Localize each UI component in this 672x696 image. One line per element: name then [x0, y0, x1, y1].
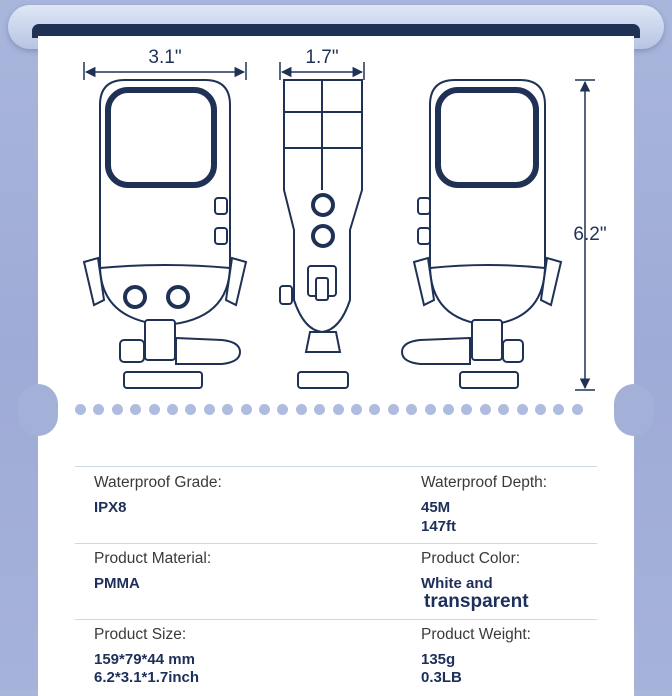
perforation-dot [93, 404, 104, 415]
product-material-label: Product Material: [94, 550, 212, 567]
product-size-value-metric: 159*79*44 mm [94, 651, 195, 668]
divider-line [75, 543, 597, 544]
product-color-label: Product Color: [421, 550, 521, 567]
perforation-dot [406, 404, 417, 415]
perforation-dot [259, 404, 270, 415]
perforation-dot [112, 404, 123, 415]
back-view-housing [402, 80, 561, 388]
perforation-dot [388, 404, 399, 415]
depth-dimension [280, 47, 364, 80]
waterproof-grade-value: IPX8 [94, 499, 127, 516]
divider-line [75, 466, 597, 467]
product-color-value-line2: transparent [424, 591, 529, 612]
perforation-dot [333, 404, 344, 415]
front-view-housing [84, 80, 246, 388]
width-dimension [84, 47, 246, 80]
product-material-value: PMMA [94, 575, 140, 592]
perforation-dot [535, 404, 546, 415]
perforation-dot [369, 404, 380, 415]
perforation-dot [572, 404, 583, 415]
width-label: 3.1" [148, 47, 182, 68]
perforation-dot [185, 404, 196, 415]
product-size-label: Product Size: [94, 626, 187, 643]
perforation-dot [480, 404, 491, 415]
perforation-dot [277, 404, 288, 415]
side-view-housing [280, 80, 362, 388]
perforation-dot [296, 404, 307, 415]
perforation-dot [167, 404, 178, 415]
divider-line [75, 619, 597, 620]
perforation-dot [351, 404, 362, 415]
depth-label: 1.7" [305, 47, 339, 68]
waterproof-depth-value-imperial: 147ft [421, 518, 457, 535]
perforation-dot [130, 404, 141, 415]
perforation-dot [149, 404, 160, 415]
perforation-dot [461, 404, 472, 415]
perforation-dot [314, 404, 325, 415]
product-weight-label: Product Weight: [421, 626, 531, 643]
perforation-dot [75, 404, 86, 415]
perforation-dot [241, 404, 252, 415]
waterproof-depth-label: Waterproof Depth: [421, 474, 548, 491]
waterproof-depth-value-metric: 45M [421, 499, 451, 516]
product-weight-value-metric: 135g [421, 651, 456, 668]
perforation-dot [443, 404, 454, 415]
perforation-dots [75, 404, 595, 416]
waterproof-grade-label: Waterproof Grade: [94, 474, 222, 491]
perforation-dot [222, 404, 233, 415]
product-size-value-imperial: 6.2*3.1*1.7inch [94, 669, 200, 686]
perforation-dot [498, 404, 509, 415]
product-weight-value-imperial: 0.3LB [421, 669, 462, 686]
height-dimension [573, 80, 606, 390]
height-label: 6.2" [573, 224, 607, 245]
perforation-dot [553, 404, 564, 415]
perforation-dot [425, 404, 436, 415]
perforation-dot [204, 404, 215, 415]
product-color-value-line1: White and [421, 575, 493, 592]
perforation-dot [517, 404, 528, 415]
